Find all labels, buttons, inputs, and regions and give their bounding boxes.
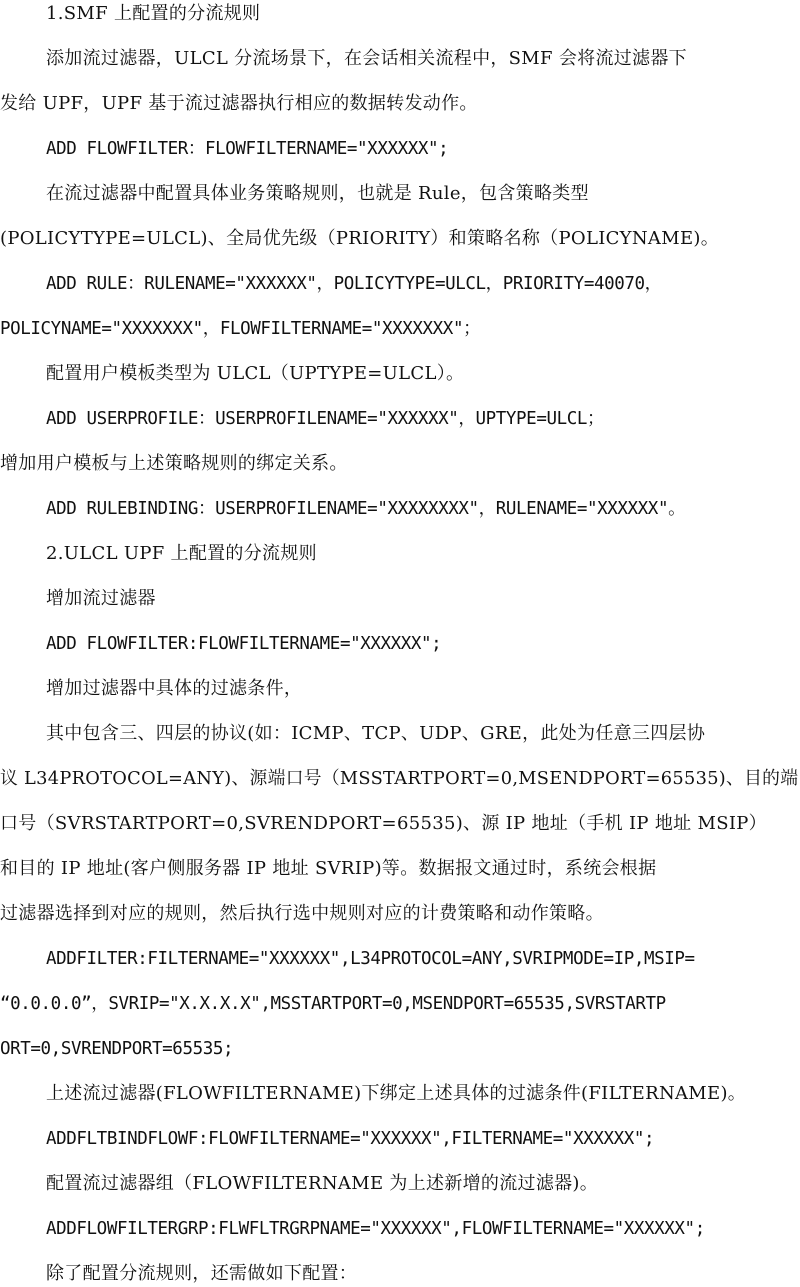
paragraph-line: 上述流过滤器(FLOWFILTERNAME)下绑定上述具体的过滤条件(FILTERNAME)。	[46, 1083, 747, 1104]
command-line: ORT=0,SVRENDPORT=65535;	[0, 1039, 234, 1059]
command-line: ADD RULE：RULENAME="XXXXXX"，POLICYTYPE=ULCL，PRIORITY=40070，	[46, 274, 662, 294]
paragraph-line: 在流过滤器中配置具体业务策略规则，也就是 Rule，包含策略类型	[46, 183, 589, 204]
paragraph-line: 配置流过滤器组（FLOWFILTERNAME 为上述新增的流过滤器)。	[46, 1173, 599, 1194]
section-heading-smf: 1.SMF 上配置的分流规则	[46, 3, 261, 24]
command-line: ADD RULEBINDING：USERPROFILENAME="XXXXXXXX"，RULENAME="XXXXXX"。	[46, 499, 686, 519]
paragraph-line: 议 L34PROTOCOL=ANY)、源端口号（MSSTARTPORT=0,MSENDPORT=65535)、目的端	[0, 768, 799, 789]
section-heading-ulcl-upf: 2.ULCL UPF 上配置的分流规则	[46, 543, 317, 564]
paragraph-line: 增加过滤器中具体的过滤条件，	[46, 678, 303, 699]
paragraph-line: 增加流过滤器	[46, 588, 156, 609]
paragraph-line: 发给 UPF，UPF 基于流过滤器执行相应的数据转发动作。	[0, 93, 478, 114]
paragraph-line: 配置用户模板类型为 ULCL（UPTYPE=ULCL）。	[46, 363, 465, 384]
paragraph-line: 增加用户模板与上述策略规则的绑定关系。	[0, 453, 348, 474]
command-line: ADD USERPROFILE：USERPROFILENAME="XXXXXX"，UPTYPE=ULCL；	[46, 409, 605, 429]
paragraph-line: 口号（SVRSTARTPORT=0,SVRENDPORT=65535)、源 IP 地址（手机 IP 地址 MSIP）	[0, 813, 767, 834]
command-line: “0.0.0.0”，SVRIP="X.X.X.X",MSSTARTPORT=0,MSENDPORT=65535,SVRSTARTP	[0, 994, 666, 1014]
command-line: ADDFLOWFILTERGRP:FLWFLTRGRPNAME="XXXXXX",FLOWFILTERNAME="XXXXXX";	[46, 1219, 705, 1239]
paragraph-line: 添加流过滤器，ULCL 分流场景下，在会话相关流程中，SMF 会将流过滤器下	[46, 48, 687, 69]
paragraph-line: 其中包含三、四层的协议(如：ICMP、TCP、UDP、GRE，此处为任意三四层协	[46, 723, 706, 744]
paragraph-line: 过滤器选择到对应的规则，然后执行选中规则对应的计费策略和动作策略。	[0, 903, 604, 924]
command-line: ADDFLTBINDFLOWF:FLOWFILTERNAME="XXXXXX",FILTERNAME="XXXXXX";	[46, 1129, 655, 1149]
command-line: ADDFILTER:FILTERNAME="XXXXXX",L34PROTOCOL=ANY,SVRIPMODE=IP,MSIP=	[46, 949, 695, 969]
paragraph-line: 和目的 IP 地址(客户侧服务器 IP 地址 SVRIP)等。数据报文通过时，系统会根据	[0, 858, 657, 879]
command-line: ADD FLOWFILTER：FLOWFILTERNAME="XXXXXX";	[46, 139, 449, 159]
paragraph-line: (POLICYTYPE=ULCL)、全局优先级（PRIORITY）和策略名称（POLICYNAME)。	[0, 228, 720, 249]
paragraph-line: 除了配置分流规则，还需做如下配置：	[46, 1263, 358, 1284]
command-line: ADD FLOWFILTER:FLOWFILTERNAME="XXXXXX";	[46, 634, 442, 654]
command-line: POLICYNAME="XXXXXXX"，FLOWFILTERNAME="XXXXXXX"；	[0, 319, 481, 339]
